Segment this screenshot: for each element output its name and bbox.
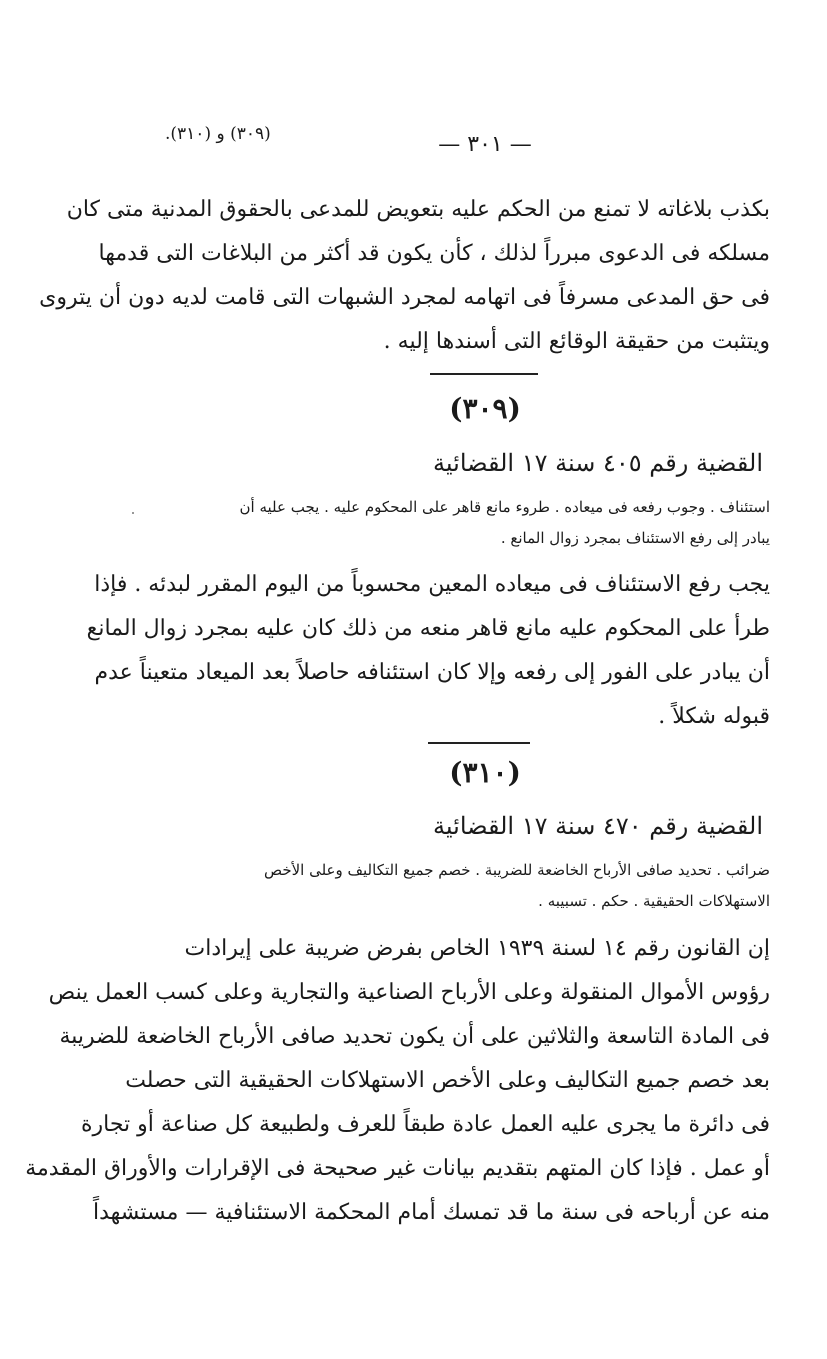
text-line: فى المادة التاسعة والثلاثين على أن يكون تحديد صافى الأرباح الخاضعة للضريبة	[59, 1024, 770, 1049]
cross-reference-header: (٣٠٩) و (٣١٠).	[165, 124, 271, 144]
text-line: ويتثبت من حقيقة الوقائع التى أسندها إليه .	[383, 329, 770, 354]
case-number: (٣١٠)	[449, 756, 521, 789]
text-line: أن يبادر على الفور إلى رفعه وإلا كان استئنافه حاصلاً بعد الميعاد متعيناً عدم	[94, 660, 770, 685]
text-line: فى دائرة ما يجرى عليه العمل عادة طبقاً للعرف ولطبيعة كل صناعة أو تجارة	[80, 1112, 770, 1137]
text-line: إن القانون رقم ١٤ لسنة ١٩٣٩ الخاص بفرض ضريبة على إيرادات	[184, 936, 770, 961]
case-summary	[162, 855, 770, 917]
summary-line: استئناف . وجوب رفعه فى ميعاده . طروء مانع قاهر على المحكوم عليه . يجب عليه أن	[239, 498, 770, 516]
text-line: مسلكه فى الدعوى مبرراً لذلك ، كأن يكون قد أكثر من البلاغات التى قدمها	[98, 241, 770, 266]
text-line: يجب رفع الاستئناف فى ميعاده المعين محسوباً من اليوم المقرر لبدئه . فإذا	[94, 572, 770, 597]
case-body	[25, 927, 770, 1235]
summary-line: يبادر إلى رفع الاستئناف بمجرد زوال المانع .	[500, 529, 770, 547]
summary-line: الاستهلاكات الحقيقية . حكم . تسبيبه .	[538, 892, 770, 910]
intro-paragraph	[39, 188, 770, 364]
text-line: رؤوس الأموال المنقولة وعلى الأرباح الصناعية والتجارية وعلى كسب العمل ينص	[48, 980, 770, 1005]
text-line: منه عن أرباحه فى سنة ما قد تمسك أمام المحكمة الاستئنافية — مستشهداً	[92, 1200, 770, 1225]
scan-speck	[132, 512, 134, 514]
section-divider	[428, 742, 530, 744]
page-number: — ٣٠١ —	[438, 132, 532, 157]
text-line: قبوله شكلاً .	[658, 704, 770, 729]
case-title: القضية رقم ٤٠٥ سنة ١٧ القضائية	[433, 449, 763, 477]
text-line: بعد خصم جميع التكاليف وعلى الأخص الاستهلاكات الحقيقية التى حصلت	[125, 1068, 770, 1093]
text-line: طرأ على المحكوم عليه مانع قاهر منعه من ذلك كان عليه بمجرد زوال المانع	[86, 616, 770, 641]
case-title: القضية رقم ٤٧٠ سنة ١٧ القضائية	[433, 812, 763, 840]
section-divider	[430, 373, 538, 375]
text-line: فى حق المدعى مسرفاً فى اتهامه لمجرد الشبهات التى قامت لديه دون أن يتروى	[39, 285, 770, 310]
text-line: أو عمل . فإذا كان المتهم بتقديم بيانات غير صحيحة فى الإقرارات والأوراق المقدمة	[25, 1156, 770, 1181]
summary-line: ضرائب . تحديد صافى الأرباح الخاضعة للضريبة . خصم جميع التكاليف وعلى الأخص	[263, 861, 770, 879]
case-number: (٣٠٩)	[449, 392, 521, 425]
case-body	[86, 563, 770, 739]
case-summary	[162, 492, 770, 554]
text-line: بكذب بلاغاته لا تمنع من الحكم عليه بتعويض للمدعى بالحقوق المدنية متى كان	[66, 197, 770, 222]
